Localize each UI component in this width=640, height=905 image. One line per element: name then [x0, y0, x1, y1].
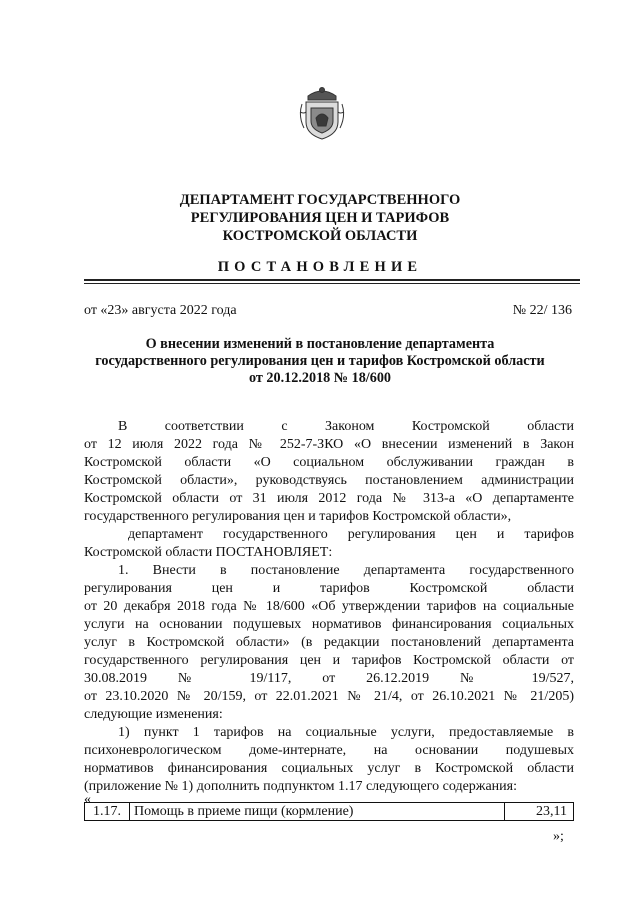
body-line: от 20 декабря 2018 года № 18/600 «Об утверждении тарифов на социальные — [84, 599, 574, 614]
tariff-value: 23,11 — [536, 804, 567, 819]
tariff-service: Помощь в приеме пищи (кормление) — [130, 803, 505, 820]
body-line: услуг в Костромской области» (в редакции постановлений департамента — [84, 635, 574, 650]
body-line: 30.08.2019 № 19/117, от 26.12.2019 № 19/527, — [84, 671, 574, 686]
header-rule — [84, 279, 580, 281]
department-line: ДЕПАРТАМЕНТ ГОСУДАРСТВЕННОГО — [179, 192, 461, 208]
body-line: следующие изменения: — [84, 707, 223, 722]
body-line: Костромской области ПОСТАНОВЛЯЕТ: — [84, 545, 333, 560]
body-line: департамент государственного регулирования цен и тарифов — [128, 527, 574, 542]
body-line: от 12 июля 2022 года № 252-7-ЗКО «О внесении изменений в Закон — [84, 437, 574, 452]
body-line: регулирования цен и тарифов Костромской области — [84, 581, 574, 596]
department-line: РЕГУЛИРОВАНИЯ ЦЕН И ТАРИФОВ — [190, 210, 450, 226]
header-rule-thin — [84, 283, 580, 284]
opening-quote: « — [84, 792, 91, 807]
body-line: 1. Внести в постановление департамента государственного — [118, 563, 574, 578]
body-line: психоневрологическом доме-интернате, на основании подушевых — [84, 743, 574, 758]
tariff-code: 1.17. — [85, 803, 130, 820]
body-line: государственного регулирования цен и тарифов Костромской области от — [84, 653, 574, 668]
body-line: государственного регулирования цен и тарифов Костромской области», — [84, 509, 512, 524]
subject-line: от 20.12.2018 № 18/600 — [248, 370, 392, 386]
date-number-line — [84, 303, 572, 319]
subject-line: О внесении изменений в постановление департамента — [145, 336, 495, 352]
subject-line: государственного регулирования цен и тарифов Костромской области — [95, 353, 545, 369]
body-line: услуги на основании подушевых нормативов финансирования социальных — [84, 617, 574, 632]
department-line: КОСТРОМСКОЙ ОБЛАСТИ — [222, 228, 418, 244]
body-line: нормативов финансирования социальных услуг в Костромской области — [84, 761, 574, 776]
body-line: Костромской области от 31 июля 2012 года № 313-а «О департаменте — [84, 491, 574, 506]
body-line: (приложение № 1) дополнить подпунктом 1.17 следующего содержания: — [84, 779, 517, 794]
coat-of-arms-emblem — [298, 82, 346, 142]
department-title — [0, 191, 640, 245]
document-subject — [0, 336, 640, 387]
tariff-table-row — [84, 802, 574, 821]
body-line: Костромской области», руководствуясь постановлением администрации — [84, 473, 574, 488]
body-line: Костромской области «О социальном обслуживании граждан в — [84, 455, 574, 470]
body-line: 1) пункт 1 тарифов на социальные услуги, предоставляемые в — [118, 725, 574, 740]
closing-quote: »; — [553, 829, 564, 844]
document-date: от «23» августа 2022 года — [84, 303, 237, 318]
document-number: № 22/ 136 — [512, 303, 572, 318]
body-line: от 23.10.2020 № 20/159, от 22.01.2021 № 21/4, от 26.10.2021 № 21/205) — [84, 689, 574, 704]
body-line: В соответствии с Законом Костромской области — [118, 419, 574, 434]
document-type-heading: ПОСТАНОВЛЕНИЕ — [217, 259, 423, 275]
